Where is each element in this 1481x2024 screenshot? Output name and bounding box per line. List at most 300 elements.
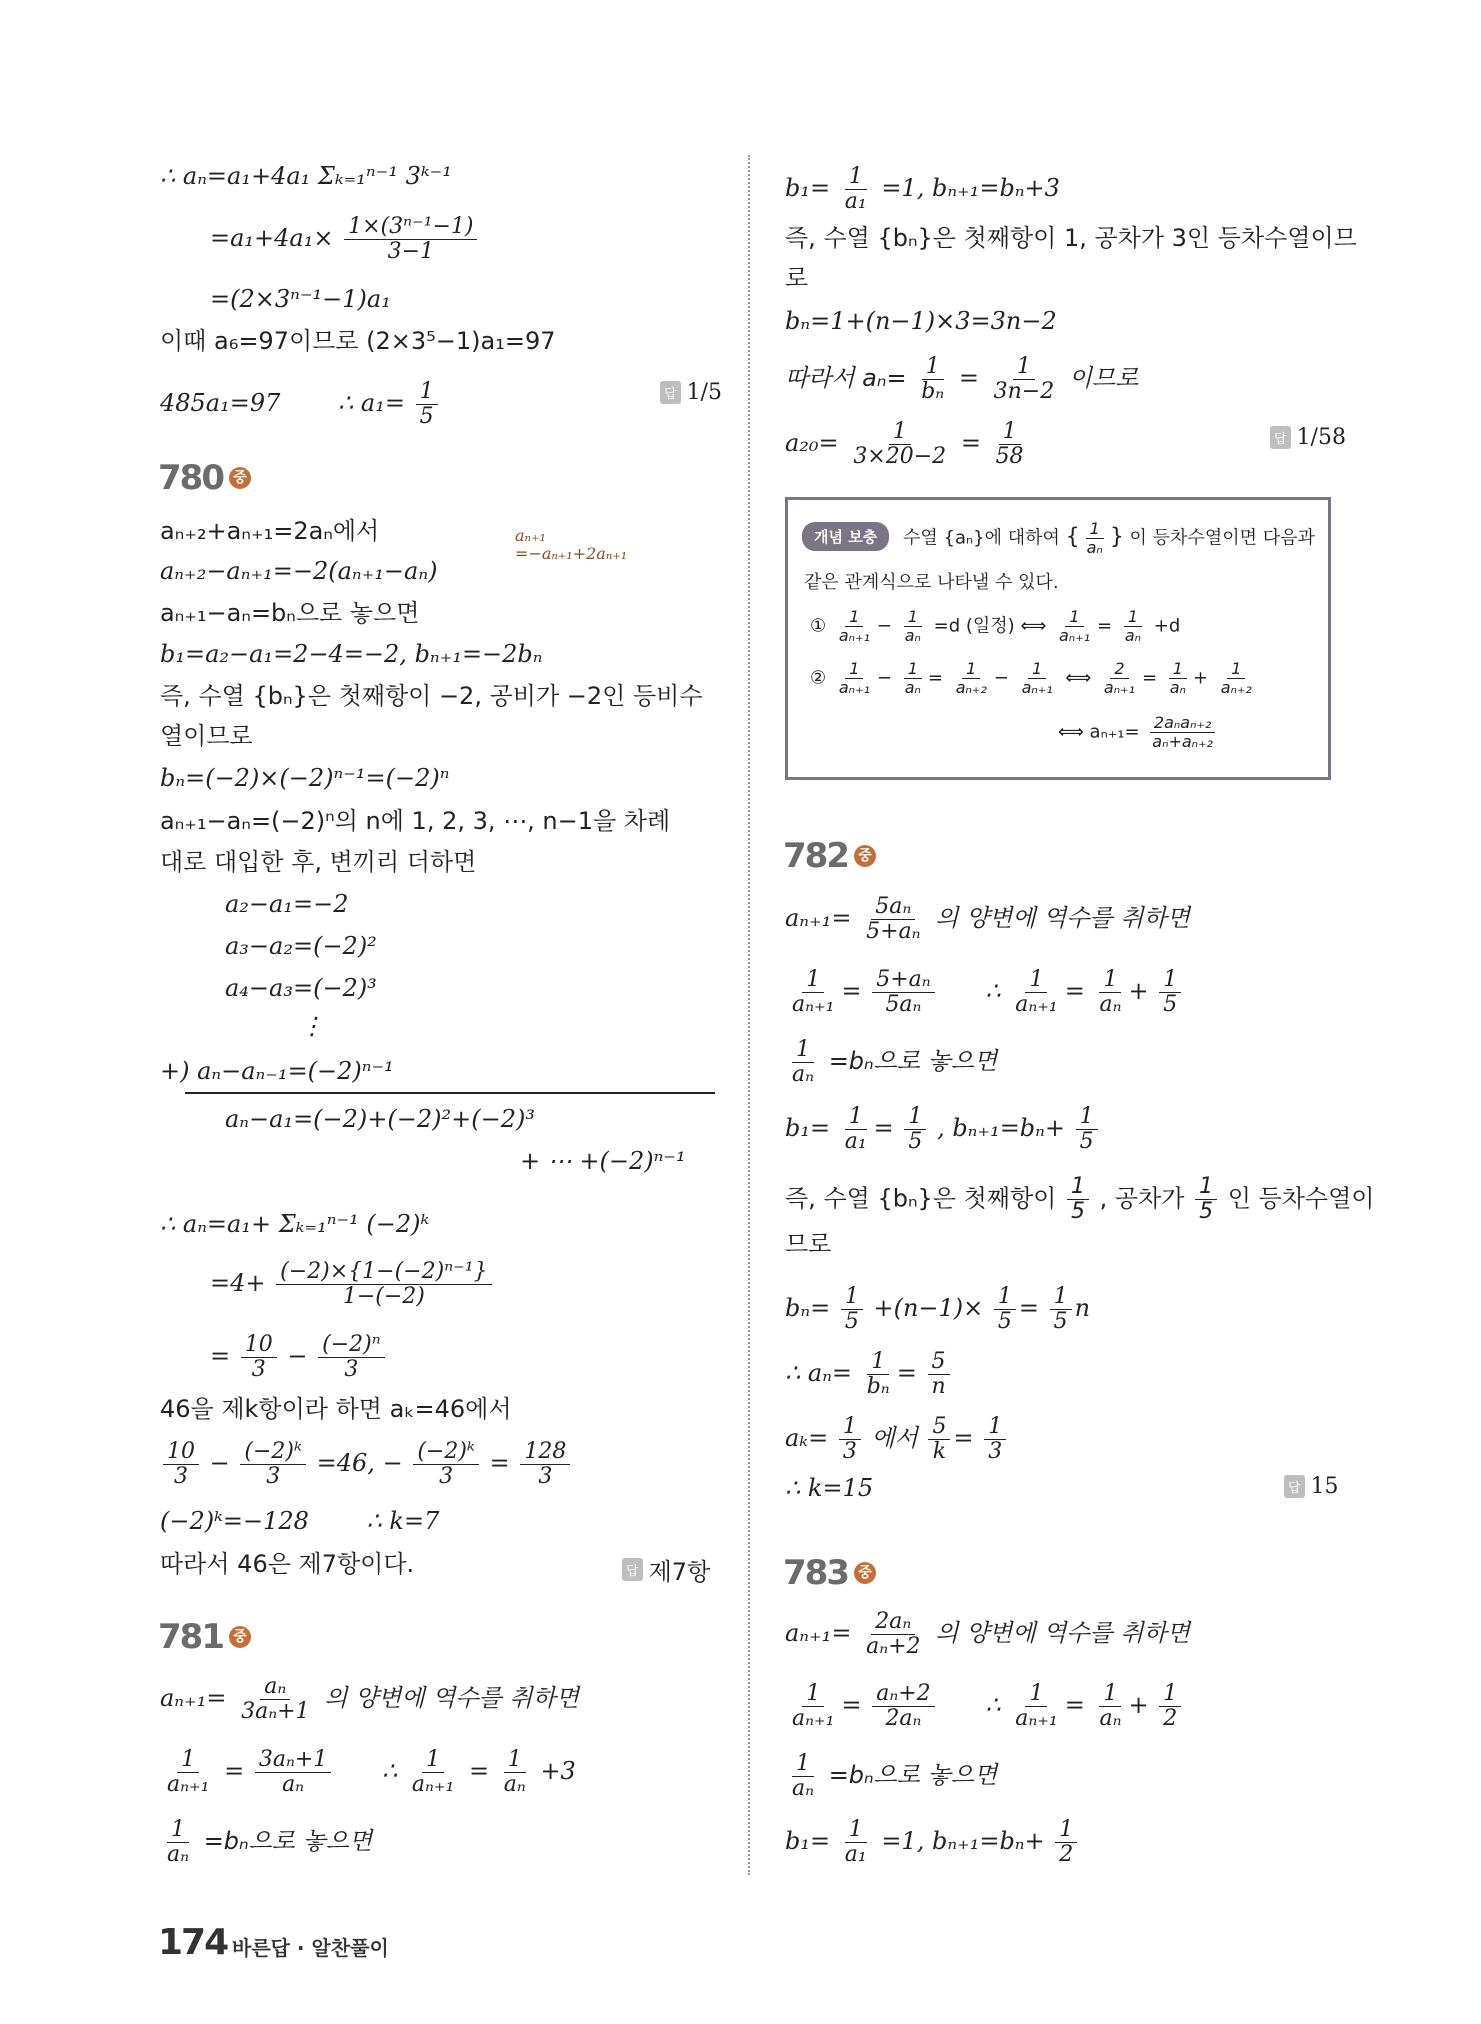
numerator: 1	[1050, 1285, 1072, 1310]
eq-text: aₖ=	[785, 1424, 829, 1452]
fraction	[408, 1748, 458, 1797]
eq-781-1: aₙ₊₁= $\frac{\text{aₙ}}{\text{3aₙ+1}}$ 의 양변에 역수를 취하면	[160, 1674, 579, 1724]
answer-badge: 답	[1270, 426, 1291, 449]
footer-label: 바른답 · 알찬풀이	[232, 1936, 389, 1960]
fraction	[841, 165, 871, 214]
text-782-seq	[785, 1175, 1374, 1224]
fraction	[1095, 1682, 1125, 1731]
denominator: 5	[908, 1129, 923, 1154]
eq-485	[160, 380, 441, 429]
fraction	[835, 608, 874, 645]
eq-781-b1	[785, 165, 1060, 214]
concept-text: =d (일정)	[933, 615, 1015, 637]
concept-text: ②	[810, 667, 827, 689]
eq-text: ∴ a₁=	[338, 389, 405, 417]
denominator: aₙ₊₁	[1021, 678, 1053, 697]
denominator: 5	[1070, 1199, 1085, 1224]
eq-text: +3	[540, 1757, 576, 1785]
side-note	[515, 527, 627, 563]
concept-formula-3: ⟺ aₙ₊₁= $\frac{\text{2aₙaₙ₊₂}}{\text{aₙ+aₙ₊₂}}$	[1058, 714, 1220, 751]
denominator: 3	[538, 1464, 553, 1489]
fraction	[1148, 714, 1217, 751]
difficulty-badge: 중	[854, 845, 876, 867]
eq-text: aₙ₊₁	[785, 1619, 832, 1647]
eq-780-1: aₙ₊₂+aₙ₊₁=2aₙ에서	[160, 517, 380, 545]
eq-text: =1, bₙ₊₁=bₙ+3	[881, 174, 1060, 202]
numerator: 5	[928, 1415, 950, 1440]
eq-text: 인 등차수열이	[1227, 1184, 1375, 1213]
concept-text: ⟺	[1020, 615, 1047, 637]
numerator: 1	[1195, 1175, 1217, 1200]
telescope-dots: ⋮	[300, 1012, 324, 1040]
answer-value: 제7항	[648, 1558, 711, 1586]
fraction	[862, 1610, 924, 1659]
denominator: aₙ	[1124, 626, 1142, 645]
eq-781-3	[160, 1818, 372, 1867]
numerator: 1	[1025, 1682, 1047, 1707]
numerator: aₙ+2	[872, 1682, 934, 1707]
numerator: 1	[1028, 660, 1046, 679]
denominator: 3×20−2	[853, 444, 947, 469]
numerator: 1	[416, 380, 438, 405]
denominator: aₙ	[792, 1776, 815, 1801]
eq-780-3: aₙ₊₁−aₙ=bₙ으로 놓으면	[160, 599, 420, 627]
numerator: 3aₙ+1	[255, 1748, 331, 1773]
numerator: 10	[163, 1440, 199, 1465]
numerator: 2aₙaₙ₊₂	[1150, 714, 1215, 733]
difficulty-badge: 중	[854, 1562, 876, 1584]
numerator: 1	[904, 660, 922, 679]
numerator: 5aₙ	[871, 895, 915, 920]
eq-text: 즉, 수열 {bₙ}은 첫째항이	[785, 1184, 1057, 1213]
denominator: 3	[174, 1464, 188, 1489]
eq-an-sum: ∴ aₙ=a₁+4a₁ Σₖ₌₁ⁿ⁻¹ 3ᵏ⁻¹	[160, 162, 452, 190]
numerator: 1	[1159, 968, 1181, 993]
denominator: 5	[1079, 1129, 1094, 1154]
fraction	[1159, 1682, 1181, 1731]
denominator: 5	[844, 1309, 859, 1334]
fraction	[163, 1748, 213, 1797]
eq-782-ak: aₖ= $\frac{1}{3}$ 에서 $\frac{5}{k}$ = $\frac{1}{3}$	[785, 1415, 1009, 1464]
fraction	[841, 1285, 863, 1334]
concept-text: +d	[1153, 615, 1181, 637]
telescope-sum: aₙ−a₁=(−2)+(−2)²+(−2)³	[225, 1105, 535, 1133]
fraction	[992, 420, 1028, 469]
denominator: aₙ+2	[866, 1634, 921, 1659]
denominator: aₙ₊₁	[411, 1772, 455, 1797]
fraction	[901, 660, 925, 697]
numerator: 1	[999, 420, 1021, 445]
answer-value: 1/58	[1296, 425, 1346, 450]
fraction	[413, 1440, 479, 1489]
eq-text: =46, −	[316, 1449, 403, 1477]
numerator: aₙ	[260, 1675, 290, 1700]
numerator: 10	[241, 1333, 277, 1358]
eq-text: 의 양변에 역수를 취하면	[935, 1619, 1190, 1647]
fraction	[255, 1748, 331, 1797]
numerator: (−2)×{1−(−2)ⁿ⁻¹}	[276, 1260, 491, 1285]
eq-782-2: $\frac{1}{\text{aₙ₊₁}}$ = $\frac{\text{5+aₙ}}{\text{5aₙ}}$ ∴ $\frac{1}{\text{aₙ₊₁}}$ = $\frac{1}{\text{aₙ}}$ + $\frac{1}{5}$	[785, 968, 1184, 1017]
fraction	[520, 1440, 570, 1489]
denominator: aₙ	[904, 626, 921, 645]
answer-781	[1270, 425, 1346, 450]
concept-text: 수열 {aₙ}에 대하여	[903, 527, 1060, 549]
denominator: 3aₙ+1	[241, 1699, 310, 1724]
fraction	[841, 1818, 871, 1867]
eq-783-4	[785, 1818, 1080, 1867]
fraction	[788, 968, 838, 1017]
numerator: 128	[520, 1440, 570, 1465]
denominator: aₙ₊₁	[1059, 626, 1091, 645]
fraction	[1100, 660, 1139, 697]
numerator: 1	[167, 1818, 189, 1843]
denominator: 2aₙ	[885, 1706, 922, 1731]
numerator: 5	[928, 1350, 950, 1375]
denominator: 3	[251, 1357, 266, 1382]
fraction	[1067, 1175, 1089, 1224]
denominator: aₙ₊₁	[792, 992, 835, 1017]
denominator: 3	[988, 1439, 1003, 1464]
text-781-ro: 로	[785, 264, 809, 292]
eq-text: , 공차가	[1099, 1184, 1185, 1213]
denominator: bₙ	[921, 379, 945, 404]
denominator: 5	[1199, 1199, 1214, 1224]
eq-text: +(n−1)×	[873, 1294, 984, 1322]
eq-781-2: $\frac{1}{\text{aₙ₊₁}}$ = $\frac{\text{3aₙ+1}}{\text{aₙ}}$ ∴ $\frac{1}{\text{aₙ₊₁}}$ = $\frac{1}{\text{aₙ}}$ +3	[160, 1748, 576, 1797]
numerator: 1	[792, 1038, 814, 1063]
text-780-5: 즉, 수열 {bₙ}은 첫째항이 −2, 공비가 −2인 등비수	[160, 682, 703, 710]
fraction	[1055, 1818, 1077, 1867]
numerator: 1	[1099, 968, 1121, 993]
eq-782-4: b₁= $\frac{1}{\text{a₁}}$ = $\frac{1}{5}$ , bₙ₊₁=bₙ+ $\frac{1}{5}$	[785, 1105, 1101, 1154]
numerator: (−2)ⁿ	[318, 1333, 385, 1358]
eq-text: , bₙ₊₁=bₙ+	[937, 1114, 1066, 1142]
text-46: 46을 제k항이라 하면 aₖ=46에서	[160, 1395, 512, 1423]
denominator: 3	[344, 1357, 359, 1382]
denominator: 3n−2	[993, 379, 1055, 404]
fraction	[500, 1748, 530, 1797]
numerator: 1	[867, 1350, 889, 1375]
denominator: aₙ₊₂	[1220, 678, 1252, 697]
eq-text: 의 양변에 역수를 취하면	[935, 904, 1190, 932]
denominator: aₙ₊₁	[838, 626, 870, 645]
denominator: k	[932, 1439, 947, 1464]
eq-783-3	[785, 1752, 997, 1801]
text-780-8: aₙ₊₁−aₙ=(−2)ⁿ의 n에 1, 2, 3, ⋯, n−1을 차례	[160, 807, 671, 835]
answer-badge: 답	[622, 1558, 643, 1581]
eq-text: ∴	[985, 1691, 1001, 1719]
numerator: 1	[177, 1748, 199, 1773]
eq-782-bn: bₙ= $\frac{1}{5}$ +(n−1)× $\frac{1}{5}$ = $\frac{1}{5}$ n	[785, 1284, 1091, 1334]
eq-text: b₁=	[785, 1827, 831, 1855]
numerator: 1	[845, 165, 867, 190]
numerator: 1	[889, 420, 911, 445]
eq-text: ∴	[985, 977, 1001, 1005]
problem-number: 782	[783, 836, 848, 876]
denominator: aₙ₊₁	[167, 1772, 210, 1797]
eq-text: =4+	[210, 1269, 266, 1297]
denominator: 5+aₙ	[866, 919, 921, 944]
numerator: 1	[845, 608, 863, 627]
eq-text: ∴ aₙ=	[785, 1359, 853, 1387]
fraction	[1159, 968, 1181, 1017]
eq-an-closed: =(2×3ⁿ⁻¹−1)a₁	[210, 285, 391, 313]
eq-an-4plus	[210, 1260, 495, 1309]
concept-text: ⟺	[1065, 667, 1092, 689]
numerator: (−2)ᵏ	[413, 1440, 479, 1465]
denominator: 3−1	[387, 239, 435, 264]
fraction	[927, 1350, 949, 1399]
numerator: 1	[422, 1748, 444, 1773]
denominator: a₁	[844, 189, 867, 214]
numerator: 1	[1227, 660, 1245, 679]
eq-text: =bₙ으로 놓으면	[203, 1827, 373, 1855]
denominator: a₁	[844, 1842, 867, 1867]
text-conclusion-780: 따라서 46은 제7항이다.	[160, 1550, 415, 1578]
eq-text: ∴	[381, 1757, 398, 1785]
problem-number: 780	[158, 458, 223, 498]
fraction	[1217, 660, 1256, 697]
numerator: 1	[504, 1748, 526, 1773]
eq-780-7: bₙ=(−2)×(−2)ⁿ⁻¹=(−2)ⁿ	[160, 764, 450, 792]
numerator: 1	[904, 608, 922, 627]
denominator: aₙ	[1086, 538, 1103, 557]
fraction	[1095, 968, 1125, 1017]
fraction	[1050, 1285, 1072, 1334]
numerator: 1	[1159, 1682, 1181, 1707]
telescope-sum-cont: + ⋯ +(−2)ⁿ⁻¹	[520, 1147, 686, 1175]
numerator: 1	[802, 968, 824, 993]
numerator: 1	[1067, 1175, 1089, 1200]
numerator: 1	[845, 1818, 867, 1843]
difficulty-badge: 중	[229, 467, 251, 489]
numerator: 1	[994, 1285, 1016, 1310]
eq-text: aₙ₊₁	[785, 904, 832, 932]
denominator: a₁	[844, 1129, 867, 1154]
fraction	[240, 1440, 306, 1489]
denominator: 58	[995, 444, 1024, 469]
answer-badge: 답	[1284, 1475, 1305, 1498]
eq-783-1: aₙ₊₁= $\frac{\text{2aₙ}}{\text{aₙ+2}}$ 의 양변에 역수를 취하면	[785, 1609, 1190, 1659]
problem-783-header	[783, 1553, 876, 1593]
text-782-mo: 므로	[785, 1230, 832, 1258]
eq-128	[160, 1505, 439, 1537]
text-780-9: 대로 대입한 후, 변끼리 더하면	[160, 848, 477, 876]
eq-text: ∴ k=7	[366, 1507, 440, 1535]
fraction	[835, 660, 874, 697]
eq-text: aₙ₊₁	[160, 1684, 207, 1712]
fraction	[1166, 660, 1190, 697]
fraction	[990, 355, 1059, 404]
eq-text: =a₁+4a₁×	[210, 224, 334, 252]
eq-text: 485a₁=97	[160, 389, 281, 417]
problem-number: 783	[783, 1553, 848, 1593]
fraction	[344, 215, 477, 264]
denominator: 5	[997, 1309, 1012, 1334]
eq-text: a₂₀=	[785, 429, 839, 457]
eq-text: 에서	[871, 1424, 918, 1452]
text-780-6: 열이므로	[160, 722, 253, 750]
eq-an-sigma: ∴ aₙ=a₁+ Σₖ₌₁ⁿ⁻¹ (−2)ᵏ	[160, 1210, 430, 1238]
column-divider	[748, 155, 750, 1875]
concept-formula-2: ② $\frac{1}{\text{aₙ₊₁}}$ − $\frac{1}{\text{aₙ}}$ = $\frac{1}{\text{aₙ₊₂}}$ − $\frac{1}{\text{aₙ₊₁}}$ ⟺ $\frac{2}{\text{aₙ₊₁}}$ = $\frac{1}{\text{aₙ}}$ + $\frac{1}{\text{aₙ₊₂}}$	[810, 660, 1259, 697]
fraction	[276, 1260, 491, 1309]
denominator: 3	[439, 1464, 454, 1489]
eq-text: =1, bₙ₊₁=bₙ+	[881, 1827, 1045, 1855]
fraction	[237, 1675, 313, 1724]
eq-text: 이므로	[1068, 364, 1139, 392]
numerator: 1	[984, 1415, 1006, 1440]
problem-number: 781	[158, 1617, 223, 1657]
numerator: 1	[1099, 1682, 1121, 1707]
eq-781-bn: bₙ=1+(n−1)×3=3n−2	[785, 307, 1057, 335]
answer-780	[622, 1552, 710, 1587]
concept-tag: 개념 보충	[802, 522, 889, 551]
text-a6: 이때 a₆=97이므로 (2×3⁵−1)a₁=97	[160, 327, 556, 355]
fraction	[862, 895, 924, 944]
answer-value: 15	[1310, 1474, 1339, 1499]
fraction	[994, 1285, 1016, 1334]
side-note-top: aₙ₊₁	[515, 526, 546, 545]
fraction	[917, 355, 948, 404]
concept-line-1: 수열 {aₙ}에 대하여 { $\frac{1}{\text{aₙ}}$ } 이 등차수열이면 다음과	[903, 519, 1315, 557]
numerator: 1	[845, 1105, 867, 1130]
denominator: 3	[266, 1464, 281, 1489]
numerator: 1	[839, 1415, 861, 1440]
eq-781-an: 따라서 aₙ= $\frac{1}{\text{bₙ}}$ = $\frac{1}{3n-2}$ 이므로	[785, 354, 1139, 404]
fraction	[241, 1333, 277, 1382]
denominator: 2	[1163, 1706, 1178, 1731]
eq-782-an: ∴ aₙ= $\frac{1}{\text{bₙ}}$ = $\frac{5}{n}$	[785, 1350, 953, 1399]
eq-text: 따라서 aₙ=	[785, 364, 907, 392]
fraction	[1121, 608, 1145, 645]
denominator: aₙ₊₂	[955, 678, 987, 697]
numerator: 1	[922, 355, 944, 380]
denominator: bₙ	[866, 1374, 890, 1399]
denominator: aₙ	[282, 1772, 305, 1797]
telescope-last: +) aₙ−aₙ₋₁=(−2)ⁿ⁻¹	[160, 1057, 394, 1085]
denominator: aₙ	[503, 1772, 526, 1797]
concept-box	[785, 497, 1331, 780]
denominator: 5	[419, 404, 434, 429]
sum-line	[185, 1092, 715, 1094]
eq-781-a20: a₂₀= $\frac{1}{3\times 20-2}$ = $\frac{1}{58}$	[785, 420, 1031, 469]
denominator: aₙ₊₁	[1015, 1706, 1058, 1731]
concept-text: 이 등차수열이면 다음과	[1129, 527, 1315, 549]
numerator: 1	[792, 1752, 814, 1777]
side-note-bottom: =−aₙ₊₁+2aₙ₊₁	[515, 544, 628, 563]
denominator: aₙ₊₁	[838, 678, 870, 697]
numerator: 1	[1013, 355, 1035, 380]
eq-text: =bₙ으로 놓으면	[828, 1047, 998, 1075]
denominator: aₙ	[1099, 992, 1122, 1017]
eq-text: b₁=	[785, 1114, 831, 1142]
denominator: aₙ	[792, 1062, 815, 1087]
fraction	[1011, 968, 1061, 1017]
eq-text: n	[1074, 1294, 1091, 1322]
eq-text: =bₙ으로 놓으면	[828, 1761, 998, 1789]
numerator: 2	[1110, 660, 1128, 679]
fraction	[1018, 660, 1057, 697]
problem-780-header	[158, 458, 251, 498]
denominator: aₙ	[1099, 1706, 1122, 1731]
numerator: 1	[1086, 520, 1104, 539]
fraction	[1083, 520, 1107, 557]
telescope-1: a₂−a₁=−2	[225, 890, 349, 918]
fraction	[839, 1415, 861, 1464]
answer-779	[660, 380, 722, 405]
fraction	[163, 1818, 193, 1867]
fraction	[904, 1105, 926, 1154]
fraction	[318, 1333, 385, 1382]
eq-782-1: aₙ₊₁= $\frac{\text{5aₙ}}{\text{5+aₙ}}$ 의 양변에 역수를 취하면	[785, 894, 1190, 944]
denominator: aₙ+aₙ₊₂	[1152, 732, 1213, 751]
eq-46: $\frac{10}{3}$ − $\frac{\text{(−2)ᵏ}}{3}$ =46, − $\frac{\text{(−2)ᵏ}}{3}$ = $\frac{128}{3}$	[160, 1440, 573, 1489]
numerator: 1	[904, 1105, 926, 1130]
fraction	[984, 1415, 1006, 1464]
eq-782-k: ∴ k=15	[785, 1474, 874, 1502]
denominator: 5	[1163, 992, 1178, 1017]
numerator: 1	[962, 660, 980, 679]
eq-780-4: b₁=a₂−a₁=2−4=−2, bₙ₊₁=−2bₙ	[160, 640, 543, 668]
telescope-3: a₄−a₃=(−2)³	[225, 974, 377, 1002]
fraction	[1076, 1105, 1098, 1154]
telescope-2: a₃−a₂=(−2)²	[225, 932, 377, 960]
answer-value: 1/5	[686, 380, 722, 405]
fraction	[788, 1752, 818, 1801]
eq-780-2: aₙ₊₂−aₙ₊₁=−2(aₙ₊₁−aₙ)	[160, 557, 438, 585]
denominator: 5	[1053, 1309, 1068, 1334]
denominator: aₙ	[167, 1842, 190, 1867]
eq-text: (−2)ᵏ=−128	[160, 1507, 309, 1535]
page-number: 174	[158, 1922, 228, 1963]
fraction	[872, 968, 934, 1017]
concept-text: ⟺	[1058, 721, 1084, 743]
fraction	[863, 1350, 894, 1399]
eq-783-2: $\frac{1}{\text{aₙ₊₁}}$ = $\frac{\text{aₙ+2}}{\text{2aₙ}}$ ∴ $\frac{1}{\text{aₙ₊₁}}$ = $\frac{1}{\text{aₙ}}$ + $\frac{1}{2}$	[785, 1682, 1184, 1731]
fraction	[928, 1415, 950, 1464]
eq-text: =	[210, 1342, 231, 1370]
numerator: 1	[841, 1285, 863, 1310]
answer-782	[1284, 1474, 1339, 1499]
fraction	[901, 608, 925, 645]
numerator: 1	[845, 660, 863, 679]
fraction	[849, 420, 950, 469]
fraction	[952, 660, 991, 697]
concept-formula-1: ① $\frac{1}{\text{aₙ₊₁}}$ − $\frac{1}{\text{aₙ}}$ =d (일정) ⟺ $\frac{1}{\text{aₙ₊₁}}$ = $\frac{1}{\text{aₙ}}$ +d	[810, 607, 1181, 645]
eq-an-final: = $\frac{10}{3}$ − $\frac{\text{(−2)ⁿ}}{3}$	[210, 1333, 388, 1382]
fraction	[163, 1440, 199, 1489]
numerator: 1×(3ⁿ⁻¹−1)	[344, 215, 477, 240]
numerator: 2aₙ	[871, 1610, 915, 1635]
concept-line-2: 같은 관계식으로 나타낼 수 있다.	[804, 572, 1059, 593]
denominator: 1−(−2)	[342, 1284, 425, 1309]
denominator: aₙ₊₁	[1015, 992, 1058, 1017]
fraction	[1195, 1175, 1217, 1224]
denominator: n	[931, 1374, 946, 1399]
problem-782-header	[783, 836, 876, 876]
numerator: (−2)ᵏ	[240, 1440, 306, 1465]
fraction	[841, 1105, 871, 1154]
eq-text: bₙ=	[785, 1294, 831, 1322]
numerator: 1	[1076, 1105, 1098, 1130]
numerator: 1	[1025, 968, 1047, 993]
denominator: 2	[1059, 1842, 1074, 1867]
concept-text: aₙ₊₁	[1089, 721, 1125, 743]
denominator: 5aₙ	[885, 992, 922, 1017]
fraction	[872, 1682, 934, 1731]
eq-text: 의 양변에 역수를 취하면	[324, 1684, 579, 1712]
